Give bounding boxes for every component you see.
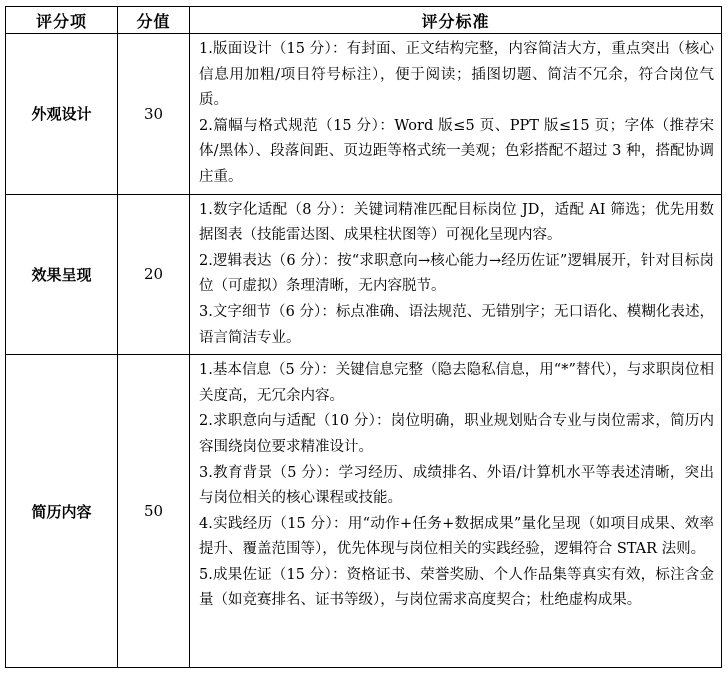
header-score: 分值 [118,7,190,34]
criterion-text: 1.基本信息（5 分）：关键信息完整（隐去隐私信息，用“*”替代），与求职岗位相关度高，无冗余内容。 [199,362,714,404]
criterion-text: 3.教育背景（5 分）：学习经历、成绩排名、外语/计算机水平等表述清晰，突出与岗位相关的核心课程或技能。 [199,464,714,507]
table-header-row [6,7,722,34]
item-cell: 简历内容 [6,355,118,668]
criterion-text: 2.逻辑表达（6 分）：按“求职意向→核心能力→经历佐证”逻辑展开，针对目标岗位（可虚拟）条理清晰，无内容脱节。 [199,252,714,295]
scoring-rubric-table [5,6,722,668]
score-cell: 50 [118,355,190,668]
criterion-text: 4.实践经历（15 分）：用“动作+任务+数据成果”量化呈现（如项目成果、效率提升、覆盖范围等），优先体现与岗位相关的实践经验，逻辑符合 STAR 法则。 [199,515,714,558]
item-cell: 效果呈现 [6,194,118,355]
table-row [6,355,722,668]
table-row [6,34,722,195]
criterion-text: 2.求职意向与适配（10 分）：岗位明确，职业规划贴合专业与岗位需求，简历内容围绕岗位要求精准设计。 [199,413,714,455]
criterion-text: 1.数字化适配（8 分）：关键词精准匹配目标岗位 JD，适配 AI 筛选；优先用数据图表（技能雷达图、成果柱状图等）可视化呈现内容。 [199,201,714,244]
table-row [6,194,722,355]
criterion-text: 1.版面设计（15 分）：有封面、正文结构完整，内容简洁大方，重点突出（核心信息用加粗/项目符号标注），便于阅读；插图切题、简洁不冗余，符合岗位气质。 [199,41,714,109]
criteria-cell [190,355,722,668]
header-criteria: 评分标准 [190,7,722,34]
criterion-text: 3.文字细节（6 分）：标点准确、语法规范、无错别字；无口语化、模糊化表述，语言简洁专业。 [199,303,714,346]
score-cell: 30 [118,34,190,195]
header-item: 评分项 [6,7,118,34]
score-cell: 20 [118,194,190,355]
criteria-cell [190,194,722,355]
criterion-text: 2.篇幅与格式规范（15 分）：Word 版≤5 页、PPT 版≤15 页；字体（推荐宋体/黑体）、段落间距、页边距等格式统一美观；色彩搭配不超过 3 种，搭配协调庄重。 [199,117,714,185]
item-cell: 外观设计 [6,34,118,195]
criterion-text: 5.成果佐证（15 分）：资格证书、荣誉奖励、个人作品集等真实有效，标注含金量（如竞赛排名、证书等级），与岗位需求高度契合；杜绝虚构成果。 [199,566,714,609]
criteria-cell [190,34,722,195]
